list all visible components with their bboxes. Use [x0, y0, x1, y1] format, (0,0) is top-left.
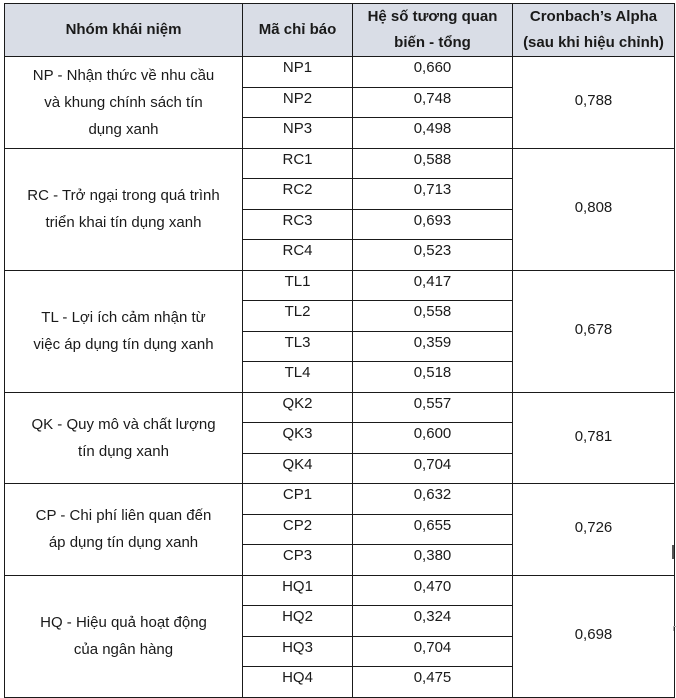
header-correlation-line2: biến - tổng	[394, 34, 471, 51]
alpha-value: 0,698	[513, 575, 675, 697]
indicator-code: CP3	[243, 545, 353, 576]
table-body	[5, 57, 675, 698]
correlation-value: 0,417	[353, 270, 513, 301]
indicator-code: TL1	[243, 270, 353, 301]
indicator-code: RC4	[243, 240, 353, 271]
table-row	[5, 148, 675, 179]
group-label-line: việc áp dụng tín dụng xanh	[33, 336, 214, 353]
correlation-value: 0,380	[353, 545, 513, 576]
table-header	[5, 4, 675, 57]
indicator-code: CP1	[243, 484, 353, 515]
group-cell-tl	[5, 270, 243, 392]
indicator-code: RC3	[243, 209, 353, 240]
indicator-code: RC1	[243, 148, 353, 179]
indicator-code: CP2	[243, 514, 353, 545]
group-label-line: triển khai tín dụng xanh	[45, 214, 202, 231]
correlation-value: 0,588	[353, 148, 513, 179]
table-row	[5, 575, 675, 606]
header-alpha	[513, 4, 675, 57]
header-correlation-line1: Hệ số tương quan	[367, 8, 498, 25]
header-indicator-label: Mã chỉ báo	[258, 21, 337, 38]
correlation-value: 0,518	[353, 362, 513, 393]
resize-handle[interactable]	[672, 545, 674, 559]
indicator-code: QK2	[243, 392, 353, 423]
correlation-value: 0,655	[353, 514, 513, 545]
indicator-code: NP3	[243, 118, 353, 149]
reliability-table	[4, 3, 675, 698]
indicator-code: HQ3	[243, 636, 353, 667]
indicator-code: HQ4	[243, 667, 353, 698]
correlation-value: 0,557	[353, 392, 513, 423]
header-group	[5, 4, 243, 57]
indicator-code: NP2	[243, 87, 353, 118]
group-label-line: TL - Lợi ích cảm nhận từ	[41, 309, 206, 326]
table-row	[5, 270, 675, 301]
group-label-line: CP - Chi phí liên quan đến	[35, 507, 212, 525]
correlation-value: 0,359	[353, 331, 513, 362]
correlation-value: 0,498	[353, 118, 513, 149]
header-indicator	[243, 4, 353, 57]
header-group-label: Nhóm khái niệm	[65, 21, 182, 38]
alpha-value: 0,788	[513, 57, 675, 149]
group-label-line: NP - Nhận thức về nhu cầu	[32, 66, 215, 84]
alpha-value: 0,781	[513, 392, 675, 484]
group-label-line: dụng xanh	[88, 120, 159, 138]
correlation-value: 0,693	[353, 209, 513, 240]
indicator-code: TL3	[243, 331, 353, 362]
correlation-value: 0,704	[353, 453, 513, 484]
header-correlation	[353, 4, 513, 57]
alpha-value: 0,678	[513, 270, 675, 392]
group-cell-cp	[5, 484, 243, 576]
alpha-value: 0,726	[513, 484, 675, 576]
indicator-code: TL2	[243, 301, 353, 332]
group-cell-qk	[5, 392, 243, 484]
correlation-value: 0,748	[353, 87, 513, 118]
indicator-code: HQ2	[243, 606, 353, 637]
header-row	[5, 4, 675, 57]
correlation-value: 0,704	[353, 636, 513, 667]
group-label-line: của ngân hàng	[73, 641, 174, 658]
group-label-line: và khung chính sách tín	[44, 93, 203, 111]
indicator-code: QK4	[243, 453, 353, 484]
indicator-code: QK3	[243, 423, 353, 454]
indicator-code: HQ1	[243, 575, 353, 606]
correlation-value: 0,600	[353, 423, 513, 454]
group-label-line: áp dụng tín dụng xanh	[48, 534, 199, 552]
correlation-value: 0,475	[353, 667, 513, 698]
header-alpha-line1: Cronbach’s Alpha	[529, 8, 658, 25]
group-label-line: HQ - Hiệu quả hoạt động	[40, 614, 207, 631]
correlation-value: 0,558	[353, 301, 513, 332]
correlation-value: 0,713	[353, 179, 513, 210]
indicator-code: TL4	[243, 362, 353, 393]
table-row	[5, 392, 675, 423]
indicator-code: NP1	[243, 57, 353, 88]
group-label-line: RC - Trở ngại trong quá trình	[27, 187, 220, 204]
correlation-value: 0,470	[353, 575, 513, 606]
table-row	[5, 484, 675, 515]
group-cell-np	[5, 57, 243, 149]
group-cell-rc	[5, 148, 243, 270]
group-cell-hq	[5, 575, 243, 697]
group-label-line: tín dụng xanh	[78, 442, 169, 460]
group-label-line: QK - Quy mô và chất lượng	[31, 415, 216, 433]
alpha-value: 0,808	[513, 148, 675, 270]
correlation-value: 0,523	[353, 240, 513, 271]
table-row	[5, 57, 675, 88]
indicator-code: RC2	[243, 179, 353, 210]
correlation-value: 0,632	[353, 484, 513, 515]
correlation-value: 0,660	[353, 57, 513, 88]
header-alpha-line2: (sau khi hiệu chỉnh)	[523, 34, 664, 51]
correlation-value: 0,324	[353, 606, 513, 637]
